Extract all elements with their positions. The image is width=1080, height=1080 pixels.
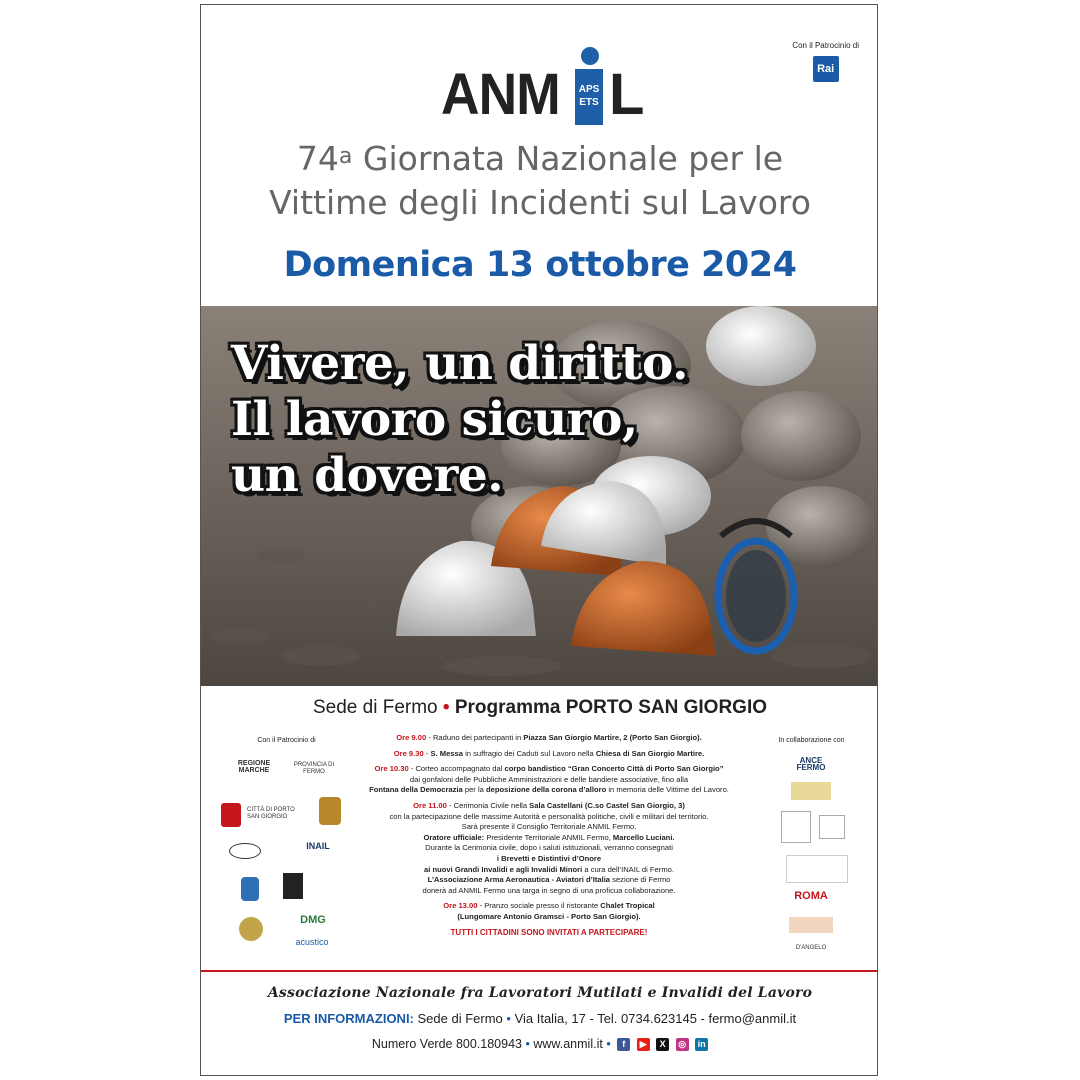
logo-text: ANM <box>441 62 560 127</box>
contact-line: Numero Verde 800.180943 • www.anmil.it • f ▶ X ◎ in <box>201 1037 878 1051</box>
footer-divider <box>201 970 878 972</box>
acustico-logo: acustico <box>295 937 329 947</box>
page-title: 74$^a$ Giornata Nazionale per le Vittime degli Incidenti sul Lavoro <box>269 139 811 222</box>
citta-psg-logo: CITTÀ DI PORTO SAN GIORGIO <box>247 807 295 820</box>
sponsor-logo-3 <box>819 815 845 839</box>
schedule-item: Ore 13.00 - Pranzo sociale presso il ristorante Chalet Tropical (Lungomare Antonio Gramsci - Porto San Giorgio). <box>443 901 655 921</box>
website-link[interactable]: www.anmil.it <box>533 1037 603 1051</box>
sponsor-logo-1 <box>791 782 831 800</box>
program-heading: Sede di Fermo • Programma PORTO SAN GIORGIO <box>313 697 767 718</box>
crest-icon <box>319 797 341 825</box>
rai-logo: Rai <box>813 56 839 82</box>
x-icon[interactable]: X <box>656 1038 669 1051</box>
invite-text: TUTTI I CITTADINI SONO INVITATI A PARTECIPARE! <box>450 927 648 937</box>
dmg-logo: DMG <box>300 914 326 926</box>
schedule-item: Ore 9.30 - S. Messa in suffragio dei Caduti sul Lavoro nella Chiesa di San Giorgio Martire. <box>393 748 705 758</box>
logo-i-mark <box>575 47 603 121</box>
badge-icon <box>239 917 263 941</box>
dangelo-logo: D'ANGELO <box>795 945 827 951</box>
regione-marche-logo: REGIONE MARCHE <box>237 760 271 774</box>
ance-logo: ANCE FERMO <box>796 756 826 772</box>
logo-ets: ETS <box>579 97 599 108</box>
schedule-item: Ore 9.00 - Raduno dei partecipanti in Piazza San Giorgio Martire, 2 (Porto San Giorgio). <box>396 733 702 742</box>
info-line: PER INFORMAZIONI: Sede di Fermo • Via Italia, 17 - Tel. 0734.623145 - fermo@anmil.it <box>283 1011 797 1026</box>
patronage-label: Con il Patrocinio di <box>792 41 859 50</box>
helmets-photo <box>201 306 878 686</box>
youtube-icon[interactable]: ▶ <box>637 1038 650 1051</box>
schedule-item: Ore 10.30 - Corteo accompagnato dal corpo bandistico “Gran Concerto Città di Porto San Giorgio” dai gonfaloni delle Pubbliche Amministrazioni e delle bandiere associative, fino alla Fontana della Democrazia per la deposizione della corona d’alloro in memoria delle Vittime del Lavoro. <box>369 764 729 795</box>
schedule-item: Ore 11.00 - Cerimonia Civile nella Sala Castellani (C.so Castel San Giorgio, 3) con la partecipazione delle massime Autorità e personalità politiche, civili e militari del territorio. Sarà presente il Consiglio Territoriale ANMIL Fermo. Oratore ufficiale: Presidente Territoriale ANMIL Fermo, Marcello Luciani. Durante la Cerimonia civile, dopo i saluti istituzionali, verranno consegnati i Brevetti e Distintivi d’Onore ai nuovi Grandi Invalidi e agli Invalidi Minori a cura dell’INAIL di Fermo. L’Associazione Arma Aeronautica - Aviatori d’Italia sezione di Fermo donerà ad ANMIL Fermo una targa in segno di una proficua collaborazione. <box>389 800 709 895</box>
sponsor-logo-4 <box>786 855 848 883</box>
association-icon <box>283 873 303 899</box>
sponsor-logo-2 <box>781 811 811 843</box>
roma-logo: ROMA <box>794 890 828 902</box>
poster <box>200 4 878 1076</box>
slogan: Vivere, un diritto. Il lavoro sicuro, un dovere. <box>231 336 688 503</box>
facebook-icon[interactable]: f <box>617 1038 630 1051</box>
logo-aps: APS <box>578 84 600 95</box>
sponsor-logo-5 <box>789 917 833 933</box>
citta-shield-icon <box>221 803 241 827</box>
association-name: Associazione Nazionale fra Lavoratori Mutilati e Invalidi del Lavoro <box>267 985 813 1001</box>
logo-l: L <box>609 62 645 127</box>
rai-patronage <box>792 41 859 82</box>
collaboration-logos: In collaborazione con <box>778 737 845 744</box>
provincia-fermo-logo: PROVINCIA DI FERMO <box>293 762 335 775</box>
linkedin-icon[interactable]: in <box>695 1038 708 1051</box>
coat-of-arms-icon <box>241 877 259 901</box>
instagram-icon[interactable]: ◎ <box>676 1038 689 1051</box>
event-date: Domenica 13 ottobre 2024 <box>283 245 797 285</box>
aeronautica-icon <box>229 843 261 859</box>
schedule <box>349 733 749 938</box>
inail-logo: INAIL <box>306 841 330 851</box>
bullet-icon: • <box>442 697 450 718</box>
patronage-logos: Con il Patrocinio di <box>257 737 316 744</box>
toll-free-number: Numero Verde 800.180943 <box>371 1037 522 1051</box>
anmil-logo <box>441 43 661 133</box>
